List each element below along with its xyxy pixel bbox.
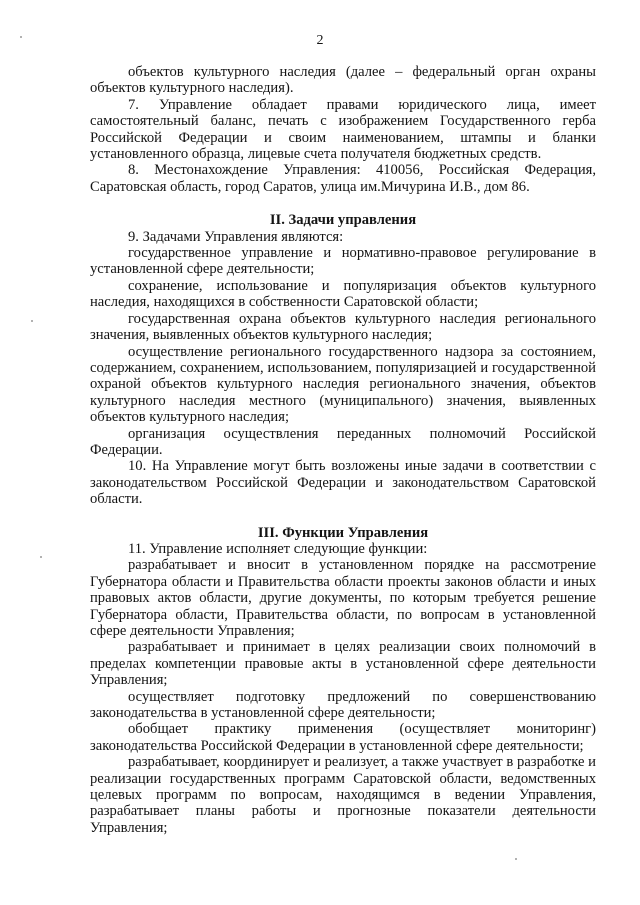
function-item: разрабатывает, координирует и реализует, а также участвует в разработке и реализации государственных программ Саратовской области, ведомственных целевых программ по вопросам, находящимся в ведении Управления, разрабатывает планы работы и прогнозные показатели деятельности Управления; — [90, 754, 596, 836]
paragraph-8: 8. Местонахождение Управления: 410056, Российская Федерация, Саратовская область, город Саратов, улица им.Мичурина И.В., дом 86. — [90, 162, 596, 195]
document-body — [90, 64, 596, 836]
scan-speck — [40, 556, 42, 558]
function-item: разрабатывает и вносит в установленном порядке на рассмотрение Губернатора области и Правительства области проекты законов области и иных правовых актов области, другие документы, по которым требуется решение Губернатора области, Правительства области, по вопросам в установленной сфере деятельности Управления; — [90, 557, 596, 639]
function-item: разрабатывает и принимает в целях реализации своих полномочий в пределах компетенции правовые акты в установленной сфере деятельности Управления; — [90, 639, 596, 689]
paragraph-11: 11. Управление исполняет следующие функции: — [128, 540, 428, 557]
paragraph-10: 10. На Управление могут быть возложены иные задачи в соответствии с законодательством Российской Федерации и законодательством Саратовской области. — [90, 458, 596, 508]
paragraph-9: 9. Задачами Управления являются: — [128, 228, 344, 245]
function-item: обобщает практику применения (осуществляет мониторинг) законодательства Российской Федерации в установленной сфере деятельности; — [90, 721, 596, 754]
section-2-heading: II. Задачи управления — [269, 212, 417, 229]
scan-speck — [20, 36, 22, 38]
function-item: осуществляет подготовку предложений по совершенствованию законодательства в установленной сфере деятельности; — [90, 688, 596, 722]
task-item: организация осуществления переданных полномочий Российской Федерации. — [90, 425, 596, 458]
paragraph-intro-continuation: объектов культурного наследия (далее – федеральный орган охраны объектов культурного наследия). — [90, 64, 596, 97]
scan-speck — [515, 858, 517, 860]
task-item: государственная охрана объектов культурного наследия регионального значения, выявленных объектов культурного наследия; — [90, 310, 596, 344]
section-3-heading: III. Функции Управления — [257, 524, 429, 541]
task-item: осуществление регионального государственного надзора за состоянием, содержанием, сохранением, использованием, популяризацией и государственной охраной объектов культурного наследия регионального значения, объектов культурного наследия местного (муниципального) значения, выявленных объектов культурного наследия; — [90, 343, 596, 426]
scan-speck — [31, 320, 33, 322]
paragraph-7: 7. Управление обладает правами юридического лица, имеет самостоятельный баланс, печать с изображением Государственного герба Российской Федерации и своим наименованием, штампы и бланки установленного образца, лицевые счета получателя бюджетных средств. — [90, 96, 596, 163]
task-item: сохранение, использование и популяризация объектов культурного наследия, находящихся в собственности Саратовской области; — [90, 277, 596, 311]
task-item: государственное управление и нормативно-правовое регулирование в установленной сфере деятельности; — [90, 245, 596, 278]
page-number: 2 — [316, 33, 324, 48]
